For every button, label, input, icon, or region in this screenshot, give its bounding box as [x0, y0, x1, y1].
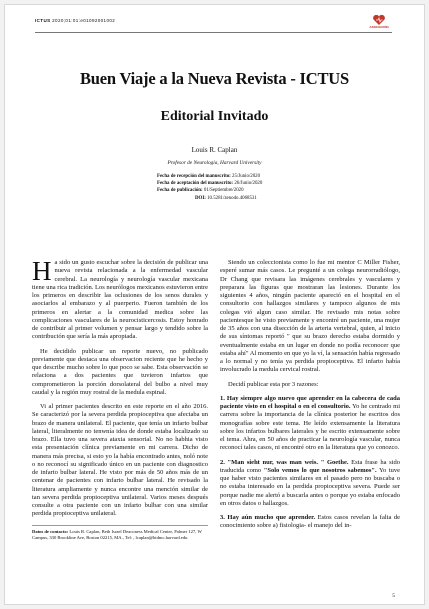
intro-paragraph: Ha sido un gusto escuchar sobre la decisión de publicar una nueva revista relacionada a la enfermedad vascular cerebral. La neurología y neurología vascular mexicana tiene una rica tradición. Los neurólogos mexicanos estuvieron entre los primeros en describir las oclusiones de los senos durales y asociarlos al embarazo y al puerperio. Fueron también de los primeros en alertar a la comunidad medica sobre las complicaciones vasculares de la neurocisticercosis. Estoy honrado de contribuir al primer volumen y pensar largo y tendido sobre la contribución que sería la más apropiada. — [32, 256, 208, 341]
date-row: Fecha de recepción del manuscrito: 25/Junio/2020 — [157, 174, 261, 179]
page-number: 5 — [392, 593, 395, 599]
association-logo — [366, 14, 392, 32]
manuscript-dates — [157, 173, 262, 202]
doi-row: DOI: 10.5281/zenodo.4068531 — [195, 195, 257, 201]
body-paragraph: He decidido publicar un reporte nuevo, no publicado previamente que destaca una observacion reciente que he hecho y que describe mucho sobre lo que poco se sabe. Esta observación se relaciona a dos pacientes que tuvieron infartos que comprometieron la porción dorsolateral del bulbo a nivel muy caudal y la región muy rostral de la medula espinal. — [32, 347, 208, 396]
logo-caption: ASOCIACIÓN — [369, 25, 389, 29]
journal-name: ICTUS — [35, 18, 51, 23]
contact-footnote: Datos de contacto: Louis R. Caplan, Beth Israel Deaconess Medical Center, Palmer 127, W Campus, 330 Brookline Ave, Boston 02215, MA., Tel: , lcaplan@bidmc.harvard.edu — [32, 528, 202, 540]
reason-1: 1. Hay siempre algo nuevo que aprender en la cabecera de cada paciente visto en el hospital o en el consultorio. Yo he centrado mi carrera sobre la importancia de la clínica posterior he escritos dos monografías sobre este tema. He leído extensamente la literatura sobre los infartos bulbares laterales y he escrito extensamente sobre el tema. Ahra, en 50 años de practicar la neurología vascular, nunca reconocí tales casos, ni encontré otro en la literatura que yo conozco. — [220, 394, 401, 452]
date-row: Fecha de publicación: 01/Septiembre/2020 — [157, 188, 244, 194]
footnote-rule — [32, 525, 208, 526]
body-paragraph: Siendo un coleccionista como lo fue mi mentor C Miller Fisher, esperé sumar más casos. Le pregunté a un colega neurorradiólogo, Dr Chang que revisara las imágenes cerebrales y vasculares y preparara las figuras que mostraran las lesiones. Durante los siguientes 4 años, ningún paciente apareció en el hospital en el consultorio con hallazgos similares y tampoco algunos de mis colegas vió algun caso similar. He revisado mis notas sobre pacientesque he visto previamente y encontré un paciente, una mujer de 35 años con una disección de la arteria vertebral, quien, al inicio de sus síntomas reportó " que su brazo derecho estaba dormido y eventualmente estaba en un lugar en donde no podía reconocer que estaba ahí" Al momento en que yo la ví, la sensación había regresado a lo normal y no tenía ya perdida propioceptiva. El infarto había involucrado la medula cervical rostral. — [220, 259, 400, 374]
author-name: Louis R. Caplan — [191, 146, 238, 154]
reason-3: 3. Hay aún mucho que aprender. Estos casos revelan la falta de conocimiento sobre a) fisiologia- el manejo del in- — [220, 514, 401, 530]
document-page — [4, 4, 425, 605]
article-title: Buen Viaje a la Nueva Revista - ICTUS — [80, 69, 349, 88]
body-paragraph: Vi al primer pacientes descrito en este reporte en el año 2016. Se caracterizó por la severa perdida propioceptiva que afectaba un brazo de manera unilateral. El paciente, que tenía un infarto bulbar lateral, literalmente no tenwnía idea de donde estaba localizado su brazo. Ella tuvo una severa ataxia sensorial. No no habhia visto esta presentación clínica previamente en mi carrera. Dicho de manera más precisa, si esto yo la había encontrado antes, noló note o no reconocí su significado único en un paciente con diagnostico de infarto bulbar lateral. He visto por más de 50 años más de un centenar de pacientes con infarto bulbar lateral. He revisado la literatura ampliamente y nunca encontre una mención similar de tan severa perdida propioceptiva unilateral. Varios meses después consulte a otra paciente con un infarto bulbar con una similar perdida propioceptiva unilateral. — [32, 403, 208, 518]
article-subtitle: Editorial Invitado — [160, 109, 269, 124]
header-rule — [35, 32, 392, 33]
journal-header-text — [35, 18, 115, 23]
journal-code: 2020;01:01:e01092001002 — [52, 18, 116, 23]
reason-2: 2. "Man sieht nur, was man weis. " Goethe. Esta frase ha sido traducida como "Solo vemos lo que nosotros sabemos". Yo tuve que haber visto pacientes similares en el pasado pero no buscaba o no estaba interesado en la perdida propioceptiva severa. Puede ser porque nadie me alertó a buscarla antes o porque yo estaba enfocado en otros datos o hallazgos. — [220, 458, 401, 507]
running-header — [35, 16, 392, 30]
left-column — [32, 256, 208, 541]
author-affiliation: Profesor de Neurología, Harvard University — [167, 160, 262, 166]
date-row: Fecha de aceptación del manuscrito: 26/Junio/2020 — [157, 181, 263, 187]
right-column — [220, 259, 400, 537]
drop-cap: H — [32, 256, 52, 286]
reasons-intro: Decidí publicar esta por 3 razones: — [228, 380, 319, 388]
